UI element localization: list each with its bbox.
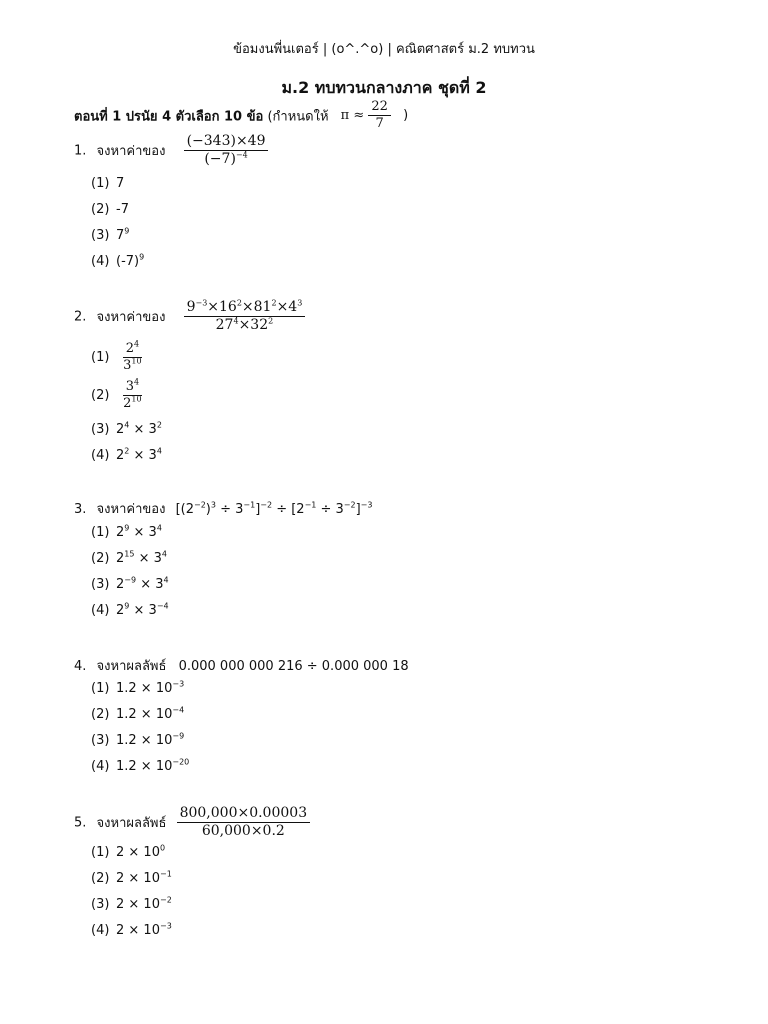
pi-denominator: 7 (375, 116, 384, 132)
option-label: (4) (91, 254, 110, 269)
question-number: 3. (74, 502, 87, 517)
option-3-2[interactable]: (2) $2^{15} \times 3^4$ (91, 549, 168, 566)
pi-fraction (368, 100, 391, 132)
option-3-3[interactable]: (3) $2^{-9} \times 3^4$ (91, 575, 169, 592)
question-1 (74, 134, 268, 168)
option-label: (2) (91, 551, 110, 566)
option-3-4[interactable]: (4) $2^9 \times 3^{-4}$ (91, 601, 169, 618)
q5-numerator: 800,000×0.00003 (177, 806, 311, 823)
option-label: (1) (91, 176, 110, 191)
option-1-2[interactable] (91, 202, 129, 217)
option-4-2[interactable]: (2) $1.2 \times 10^{-4}$ (91, 705, 185, 722)
instruction-bold: ตอนที่ 1 ปรนัย 4 ตัวเลือก 10 ข้อ (74, 109, 264, 125)
q2-numerator: $9^{-3}\times 16^2\times 81^2\times 4^3$ (184, 300, 306, 317)
q2-denominator: $27^4\times 32^2$ (215, 316, 274, 334)
question-prompt: จงหาค่าของ (96, 310, 166, 326)
question-prompt: จงหาผลลัพธ์ (96, 659, 167, 674)
question-3 (74, 498, 372, 519)
instruction-paren-open: (กำหนดให้ (267, 109, 329, 125)
option-label: (4) (91, 603, 110, 618)
option-label: (3) (91, 228, 110, 243)
option-label: (3) (91, 577, 110, 592)
q1-numerator: (−343)×49 (184, 134, 269, 151)
option-label: (1) (91, 681, 110, 696)
option-text: -7 (116, 202, 129, 217)
option-label: (3) (91, 422, 110, 437)
option-label: (4) (91, 448, 110, 463)
question-5 (74, 806, 310, 840)
question-prompt: จงหาผลลัพธ์ (96, 816, 167, 832)
option-label: (2) (91, 707, 110, 722)
option-5-1[interactable]: (1) $2 \times 10^0$ (91, 843, 166, 860)
question-prompt: จงหาค่าของ (96, 144, 166, 160)
q1-fraction (184, 134, 269, 168)
option-5-3[interactable]: (3) $2 \times 10^{-2}$ (91, 895, 172, 912)
option-label: (4) (91, 759, 110, 774)
option-1-3[interactable]: (3) $7^9$ (91, 226, 130, 243)
q1-denominator: $(-7)^{-4}$ (204, 150, 248, 168)
page-header: ข้อมงนพี่นเตอร์ | (o^.^o) | คณิตศาสตร์ ม.2 ทบทวน (233, 42, 535, 57)
q4-expression: 0.000 000 000 216 ÷ 0.000 000 18 (178, 659, 409, 674)
option-4-4[interactable]: (4) $1.2 \times 10^{-20}$ (91, 757, 190, 774)
option-1-4[interactable]: (4) $(-7)^9$ (91, 252, 145, 269)
option-label: (4) (91, 923, 110, 938)
q2-fraction (184, 300, 306, 334)
option-label: (1) (91, 525, 110, 540)
instruction-paren-close: ) (403, 108, 409, 124)
option-2-4[interactable]: (4) $2^2 \times 3^4$ (91, 446, 162, 463)
option-5-4[interactable]: (4) $2 \times 10^{-3}$ (91, 921, 172, 938)
question-number: 5. (74, 815, 87, 831)
option-4-1[interactable]: (1) $1.2 \times 10^{-3}$ (91, 679, 185, 696)
question-4 (74, 655, 409, 676)
option-label: (2) (91, 202, 110, 217)
question-number: 1. (74, 143, 87, 159)
option-4-3[interactable]: (3) $1.2 \times 10^{-9}$ (91, 731, 185, 748)
q3-expression: $[(2^{-2})^3 \div 3^{-1}]^{-2} \div [2^{-1} \div 3^{-2}]^{-3}$ (175, 500, 373, 517)
pi-approx: π ≈ (340, 108, 365, 124)
option-fraction: $\frac{2^4}{3^{10}}$ (123, 339, 142, 374)
option-text: 7 (116, 176, 125, 191)
question-prompt: จงหาค่าของ (96, 502, 166, 517)
option-2-2[interactable] (91, 377, 145, 412)
option-fraction: $\frac{3^4}{2^{10}}$ (123, 377, 142, 412)
option-3-1[interactable]: (1) $2^9 \times 3^4$ (91, 523, 162, 540)
q5-fraction (177, 806, 311, 840)
option-5-2[interactable]: (2) $2 \times 10^{-1}$ (91, 869, 172, 886)
question-number: 4. (74, 659, 87, 674)
option-label: (2) (91, 388, 110, 404)
pi-numerator: 22 (368, 100, 391, 116)
instruction (74, 100, 408, 132)
page-title: ม.2 ทบทวนกลางภาค ชุดที่ 2 (281, 78, 487, 97)
option-label: (3) (91, 733, 110, 748)
option-2-1[interactable] (91, 339, 145, 374)
q5-denominator: 60,000×0.2 (201, 823, 285, 840)
question-2 (74, 300, 305, 334)
option-1-1[interactable] (91, 176, 124, 191)
option-2-3[interactable]: (3) $2^4 \times 3^2$ (91, 420, 162, 437)
option-label: (2) (91, 871, 110, 886)
question-number: 2. (74, 309, 87, 325)
option-label: (1) (91, 350, 110, 366)
option-label: (3) (91, 897, 110, 912)
option-label: (1) (91, 845, 110, 860)
